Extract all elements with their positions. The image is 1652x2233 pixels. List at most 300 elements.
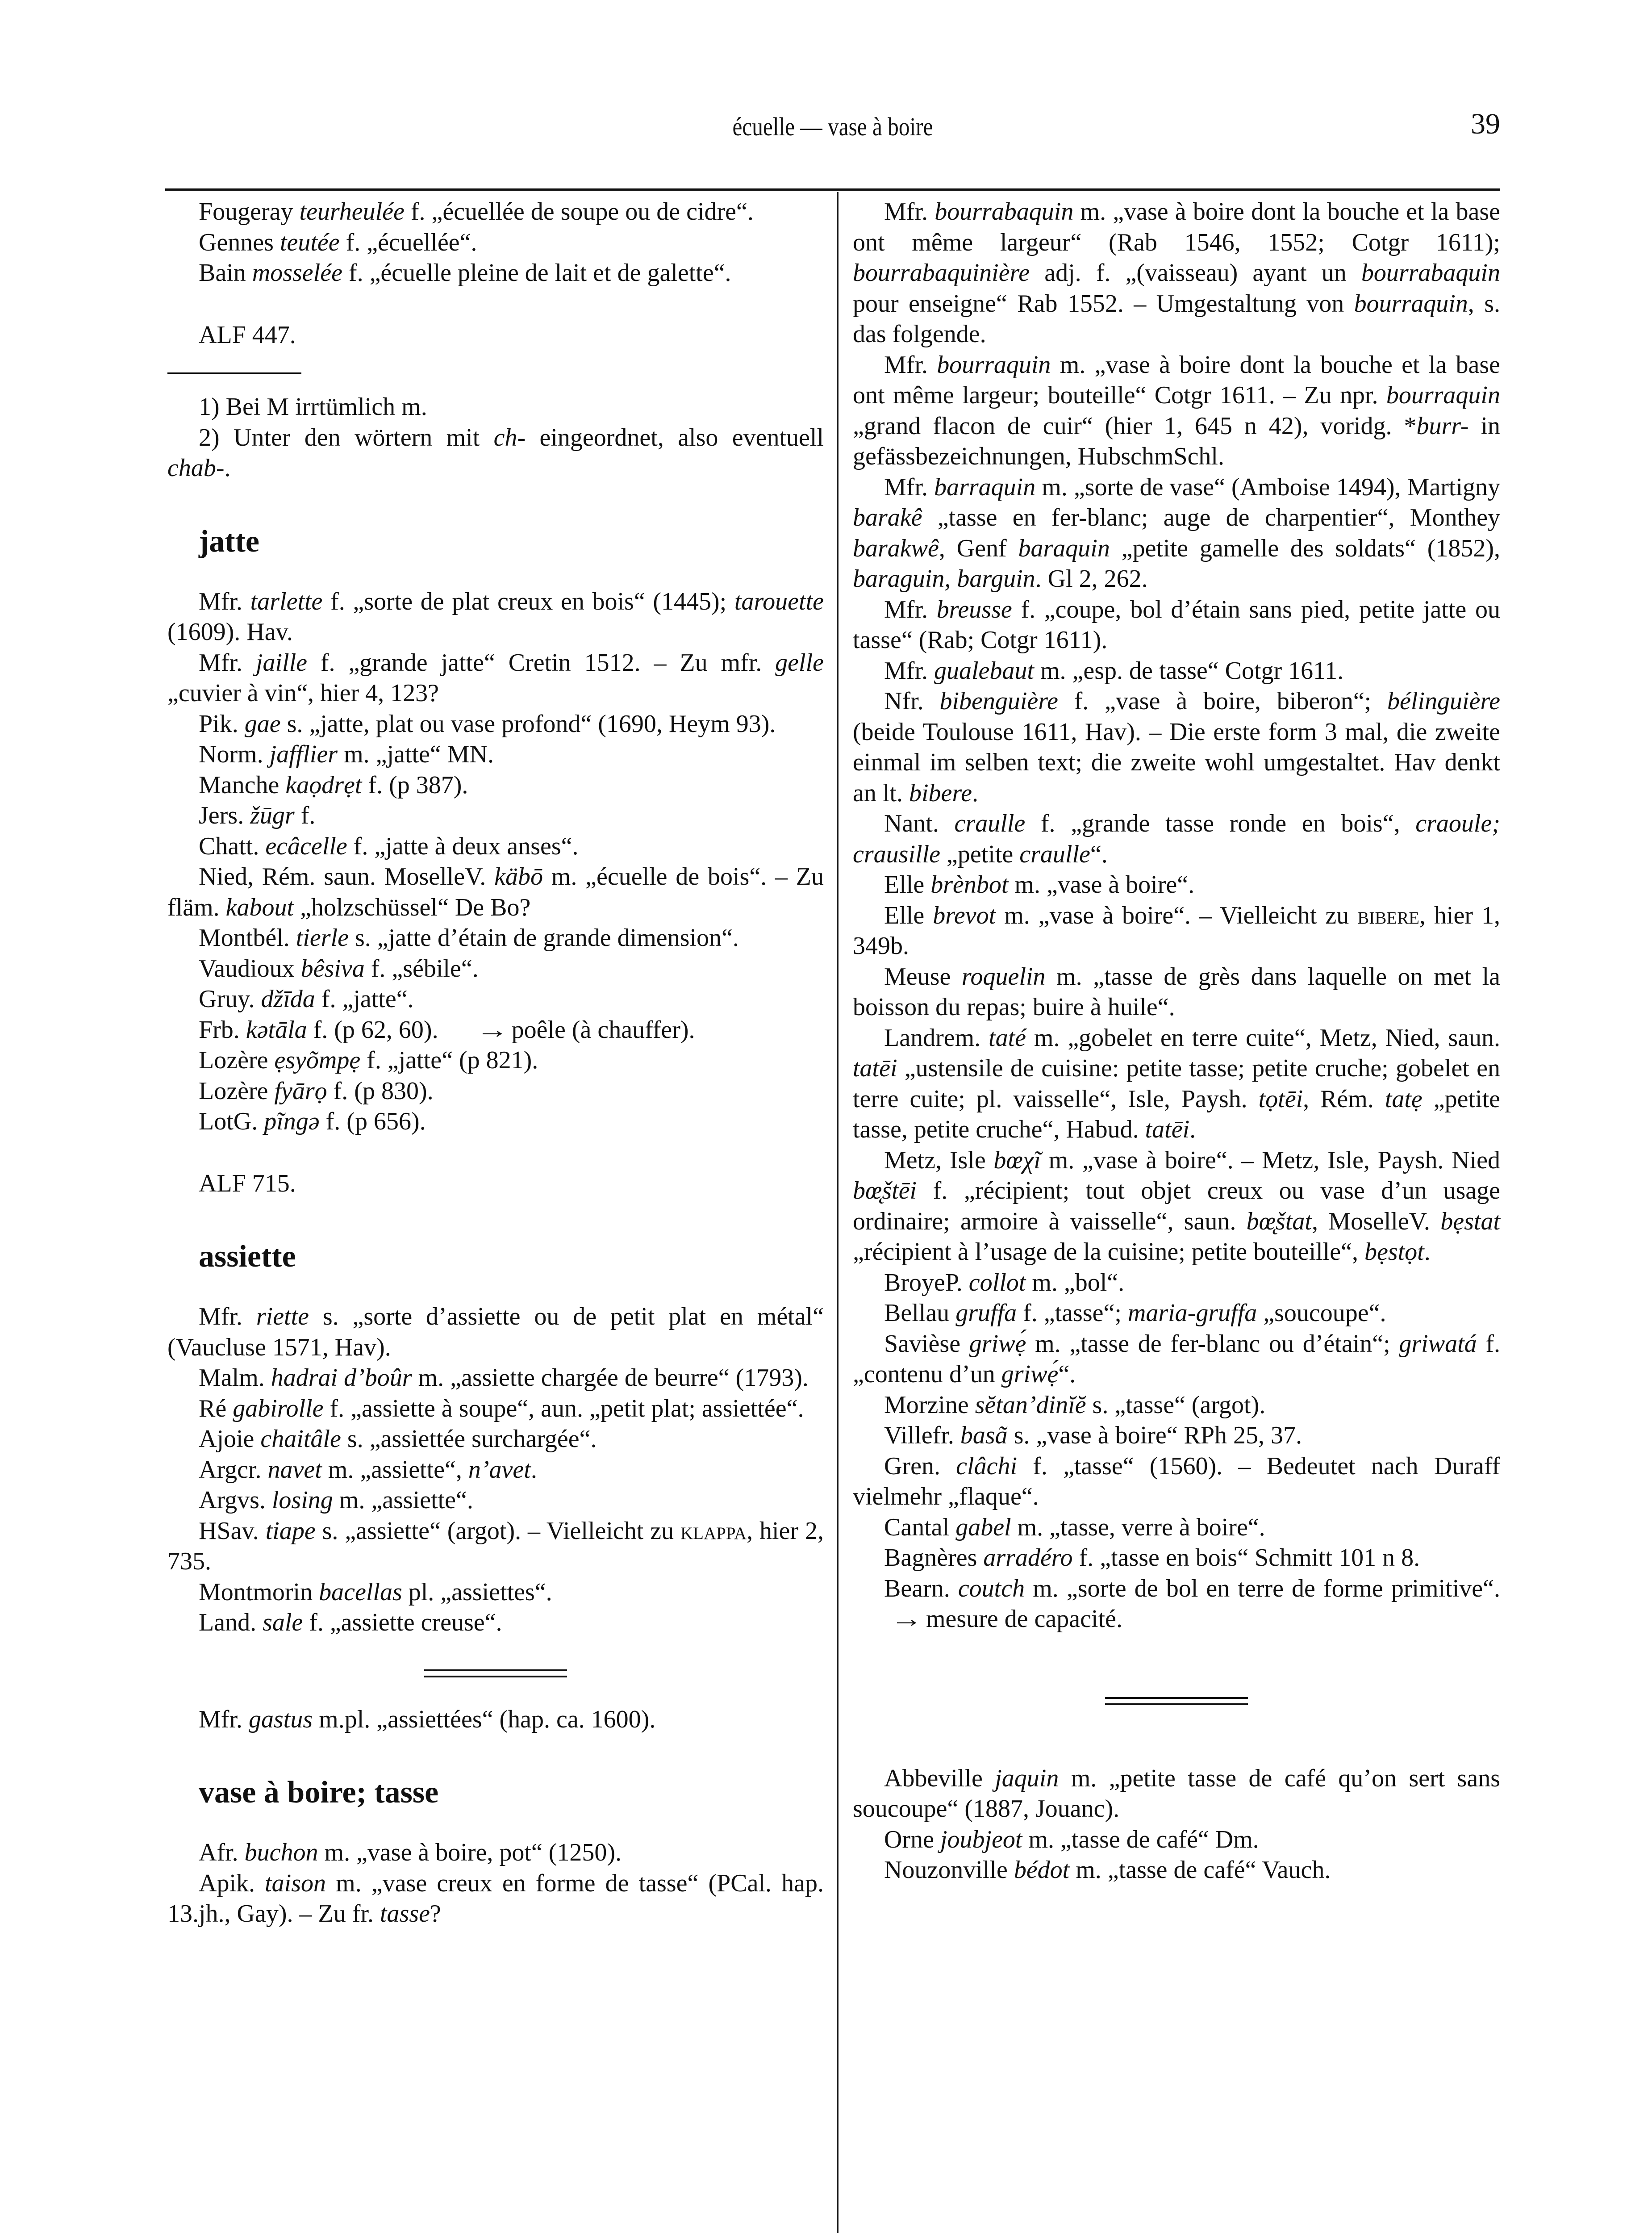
entry	[167, 800, 824, 831]
region-label: Metz, Isle	[884, 1146, 994, 1174]
intro-entries	[167, 197, 824, 289]
headword: teurheulée	[299, 198, 405, 226]
region-label: Bearn.	[884, 1574, 958, 1602]
definition-text: f. „récipient; tout objet creux ou vase d’un usage ordinaire; armoire à vaisselle“, saun.	[853, 1177, 1500, 1235]
region-label: Elle	[884, 901, 933, 929]
footnote-number: 2)	[199, 423, 220, 452]
headword: bibere	[909, 779, 972, 807]
headword: arradéro	[983, 1544, 1073, 1572]
entry	[167, 1868, 824, 1929]
footnote-text: Bei M irrtümlich m.	[225, 393, 427, 421]
headword: craoule; crausille	[853, 810, 1500, 868]
definition-text: f.	[294, 802, 316, 829]
definition-text: „petite tasse, petite cruche“, Habud.	[853, 1085, 1500, 1143]
region-label: Frb.	[199, 1016, 246, 1044]
definition-text: , hier 1, 349b.	[853, 901, 1501, 960]
entry	[167, 861, 824, 923]
region-label: Manche	[199, 771, 286, 799]
definition-text: m. „vase à boire dont la bouche et la base ont même largeur“ (Rab 1546, 1552; Cotgr 1611);	[853, 198, 1500, 256]
etymon-reference: bibere	[1357, 901, 1419, 929]
definition-text: s. „assiettée surchargée“.	[341, 1425, 597, 1453]
footnote	[167, 392, 824, 422]
headword: jaquin	[995, 1764, 1059, 1792]
entry	[853, 1573, 1500, 1635]
region-label: Malm.	[199, 1364, 271, 1392]
definition-text: , s. das folgende.	[853, 289, 1500, 348]
headword: tarlette	[250, 587, 323, 615]
headword: tarouette	[734, 587, 824, 615]
headword: bêsiva	[300, 954, 365, 983]
headword: taison	[265, 1869, 326, 1897]
definition-text: m. „tasse de café“ Dm.	[1022, 1825, 1259, 1853]
entry-list	[853, 1763, 1500, 1886]
footnote-number: 1)	[199, 393, 220, 421]
alf-reference: ALF 715.	[199, 1169, 296, 1197]
entry	[167, 770, 824, 801]
definition-text: f. (p 830).	[327, 1077, 434, 1105]
definition-text: .	[972, 779, 978, 807]
region-label: Pik.	[199, 710, 245, 738]
entry	[167, 1015, 824, 1045]
definition-text: “.	[1058, 1360, 1076, 1388]
definition-text: (1609). Hav.	[167, 618, 293, 646]
etymon-reference: klappa	[680, 1517, 747, 1545]
headword: sĕtan’dinĭĕ	[975, 1391, 1086, 1419]
region-label: Argcr.	[199, 1455, 268, 1484]
entry	[167, 1577, 824, 1608]
region-label: Gruy.	[199, 985, 261, 1013]
definition-text: (beide Toulouse 1611, Hav). – Die erste form 3 mal, die zweite einmal im selben text; die zweite wohl umgestaltet. Hav denkt an lt.	[853, 718, 1500, 807]
headword: brevot	[933, 901, 996, 929]
double-rule-divider	[424, 1669, 567, 1677]
headword: losing	[271, 1486, 333, 1514]
definition-text: poêle (à chauffer).	[505, 1016, 695, 1044]
region-label: Lozère	[199, 1077, 275, 1105]
entry	[853, 1023, 1500, 1145]
headword: mosselée	[252, 259, 342, 287]
entry	[853, 1298, 1500, 1329]
headword: gabirolle	[233, 1394, 324, 1422]
entry	[167, 586, 824, 648]
headword: gruffa	[955, 1299, 1017, 1327]
region-label: Landrem.	[884, 1024, 989, 1052]
definition-text: f. „écuellée“.	[339, 228, 477, 256]
entry	[853, 1145, 1500, 1267]
headword: bourraquin	[937, 351, 1051, 379]
definition-text: s. „jatte d’étain de grande dimension“.	[348, 924, 739, 952]
headword: collot	[968, 1268, 1026, 1296]
definition-text: m. „assiette chargée de beurre“ (1793).	[412, 1364, 809, 1392]
definition-text: ?	[430, 1900, 441, 1928]
definition-text: „petite	[940, 840, 1020, 868]
headword: griwẹ́	[1001, 1360, 1059, 1388]
headword: kətāla	[246, 1016, 307, 1044]
entry	[853, 808, 1500, 870]
definition-text: m. „vase à boire“. – Metz, Isle, Paysh. Nied	[1040, 1146, 1500, 1174]
definition-text: m. „vase à boire“.	[1008, 871, 1195, 899]
headword: burr-	[1416, 412, 1469, 440]
region-label: Land.	[199, 1609, 263, 1636]
headword: coutch	[958, 1574, 1025, 1602]
entry-list	[853, 197, 1500, 1635]
region-label: Mfr.	[199, 648, 256, 677]
entry-list	[167, 1704, 824, 1735]
definition-text: f. „tasse“;	[1017, 1299, 1128, 1327]
entry	[853, 197, 1500, 350]
headword: barakê	[853, 504, 922, 531]
double-rule-divider	[1105, 1697, 1248, 1705]
footnote-text: Unter den wörtern mit	[234, 423, 494, 452]
region-label: LotG.	[199, 1108, 264, 1135]
headword: bibenguière	[939, 687, 1058, 715]
region-label: Villefr.	[884, 1422, 960, 1449]
definition-text: m. „bol“.	[1026, 1268, 1125, 1296]
headword: griwatá	[1399, 1330, 1477, 1358]
entry	[853, 1763, 1500, 1824]
region-label: Meuse	[884, 962, 962, 991]
entry	[167, 1837, 824, 1868]
region-label: Gren.	[884, 1452, 956, 1480]
entry	[167, 984, 824, 1015]
definition-text: in gefässbezeichnungen, HubschmSchl.	[853, 412, 1501, 470]
definition-text: f. „écuellée de soupe ou de cidre“.	[404, 198, 754, 226]
entry-list	[167, 1837, 824, 1929]
headword: gualebaut	[934, 657, 1034, 685]
definition-text: pour enseigne“ Rab 1552. – Umgestaltung von	[853, 289, 1354, 318]
definition-text: m. „vase à boire“. – Vielleicht zu	[996, 901, 1358, 929]
entry	[853, 594, 1500, 656]
region-label: HSav.	[199, 1517, 266, 1545]
definition-text: m. „esp. de tasse“ Cotgr 1611.	[1034, 657, 1344, 685]
region-label: Mfr.	[884, 595, 937, 623]
region-label: Ré	[199, 1394, 233, 1422]
definition-text: f. „contenu d’un	[853, 1330, 1501, 1388]
headword: bœ̨štat	[1246, 1207, 1312, 1235]
region-label: Orne	[884, 1825, 940, 1853]
section-heading: assiette	[199, 1239, 296, 1274]
entry	[167, 923, 824, 953]
region-label: Elle	[884, 871, 931, 899]
headword: pĩngə	[264, 1108, 320, 1135]
section-jatte	[167, 524, 824, 1199]
region-label: Gennes	[199, 228, 280, 256]
headword: baraguin, barguin	[853, 565, 1035, 593]
definition-text: “.	[1090, 840, 1108, 868]
definition-text: f. „écuelle pleine de lait et de galette“.	[342, 259, 731, 287]
entry	[167, 227, 824, 258]
definition-text: m. „sorte de bol en terre de forme primitive“.	[1025, 1574, 1500, 1602]
definition-text: f. „tasse“ (1560). – Bedeutet nach Duraff vielmehr „flaque“.	[853, 1452, 1500, 1510]
headword: žūgr	[250, 802, 295, 829]
entry	[167, 1516, 824, 1577]
headword: joubjeot	[940, 1825, 1022, 1853]
region-label: Savièse	[884, 1330, 969, 1358]
definition-text: f. „sorte de plat creux en bois“ (1445);	[322, 587, 734, 615]
definition-text: f. „tasse en bois“ Schmitt 101 n 8.	[1072, 1544, 1420, 1572]
headword: hadrai d’boûr	[271, 1364, 412, 1392]
headword: gastus	[249, 1705, 313, 1733]
definition-text: m. „tasse, verre à boire“.	[1011, 1513, 1265, 1541]
headword: riette	[256, 1303, 309, 1330]
footnote-text: .	[224, 454, 231, 482]
headword: sale	[263, 1609, 303, 1636]
headword: tatēi	[853, 1054, 897, 1082]
definition-text: „ustensile de cuisine: petite tasse; petite cruche; gobelet en terre cuite; pl. vaisselle“, Isle, Paysh.	[853, 1054, 1500, 1113]
definition-text: m. „tasse de grès dans laquelle on met la boisson du repas; buire à huile“.	[853, 962, 1500, 1021]
headword: tatẹ	[1385, 1085, 1423, 1113]
headword: ecâcelle	[265, 832, 347, 860]
definition-text: s. „jatte, plat ou vase profond“ (1690, Heym 93).	[280, 710, 776, 738]
entry	[167, 197, 824, 227]
definition-text: „petite gamelle des soldats“ (1852),	[1110, 534, 1500, 562]
headword: navet	[267, 1455, 322, 1484]
entry	[167, 1301, 824, 1363]
headword: bélinguière	[1387, 687, 1500, 715]
entry	[167, 953, 824, 984]
headword: craulle	[1019, 840, 1090, 868]
region-label: Mfr.	[199, 1705, 249, 1733]
region-label: Bellau	[884, 1299, 956, 1327]
definition-text: s. „tasse“ (argot).	[1086, 1391, 1266, 1419]
arrow-right-icon: →	[890, 1605, 923, 1633]
headword: bourrabaquinière	[853, 259, 1030, 287]
headword: chab-	[167, 454, 225, 482]
headword: fyārọ	[274, 1077, 327, 1105]
definition-text: m. „sorte de vase“ (Amboise 1494), Martigny	[1035, 473, 1501, 501]
region-label: Ajoie	[199, 1425, 261, 1453]
entry	[853, 1512, 1500, 1543]
headword: bẹstọt	[1364, 1238, 1424, 1266]
entry	[853, 1855, 1500, 1886]
entry	[167, 1704, 824, 1735]
region-label: Mfr.	[884, 351, 937, 379]
definition-text: f. „grande tasse ronde en bois“,	[1025, 810, 1416, 837]
headword: craulle	[954, 810, 1026, 837]
region-label: Mfr.	[884, 473, 934, 501]
entry	[853, 350, 1500, 472]
headword: jaille	[255, 648, 307, 677]
region-label: Nant.	[884, 810, 955, 837]
region-label: Abbeville	[884, 1764, 995, 1792]
headword: ẹsyõmpẹ	[274, 1046, 361, 1074]
section-assiette	[167, 1239, 824, 1735]
entry	[167, 1393, 824, 1424]
entry	[853, 870, 1500, 900]
definition-text: m. „assiette“,	[321, 1455, 468, 1484]
entry-list	[167, 1301, 824, 1638]
footnote	[167, 422, 824, 484]
headword: brènbot	[930, 871, 1009, 899]
definition-text: .	[1189, 1116, 1196, 1143]
region-label: Chatt.	[199, 832, 266, 860]
section-heading: jatte	[199, 524, 260, 559]
entry	[853, 1329, 1500, 1390]
definition-text: „récipient à l’usage de la cuisine; petite bouteille“,	[853, 1238, 1364, 1266]
headword: tatēi	[1145, 1116, 1190, 1143]
region-label: Mfr.	[884, 198, 935, 226]
headword: kabout	[225, 893, 294, 921]
headword: basã	[960, 1422, 1008, 1449]
column-divider	[837, 192, 839, 2233]
entry	[167, 258, 824, 289]
definition-text: f. „jatte à deux anses“.	[347, 832, 579, 860]
definition-text: m. „petite tasse de café qu’on sert sans soucoupe“ (1887, Jouanc).	[853, 1764, 1500, 1823]
entry	[853, 1451, 1500, 1512]
headword: roquelin	[961, 962, 1046, 991]
definition-text: m. „vase à boire, pot“ (1250).	[318, 1839, 622, 1866]
region-label: Argvs.	[199, 1486, 272, 1514]
headword: maria-gruffa	[1127, 1299, 1257, 1327]
definition-text: m. „vase à boire dont la bouche et la base ont même largeur; bouteille“ Cotgr 1611. – Zu npr.	[853, 351, 1501, 409]
headword: bourraquin	[1386, 381, 1500, 409]
entry	[167, 1485, 824, 1516]
headword: griwẹ́	[969, 1330, 1026, 1358]
headword: buchon	[244, 1839, 318, 1866]
entry	[167, 1455, 824, 1485]
headword: chaitâle	[260, 1425, 341, 1453]
headword: tierle	[296, 924, 349, 952]
entry	[853, 1543, 1500, 1573]
footnote-rule	[167, 372, 301, 374]
definition-text: f. „grande jatte“ Cretin 1512. – Zu mfr.	[307, 648, 776, 677]
definition-text: . Gl 2, 262.	[1035, 565, 1148, 593]
region-label: BroyeP.	[884, 1268, 969, 1296]
definition-text: f. (p 62, 60).	[307, 1016, 438, 1044]
definition-text: „grand flacon de cuir“ (hier 1, 645 n 42), voridg. *	[853, 412, 1417, 440]
definition-text: , Rém.	[1303, 1085, 1385, 1113]
definition-text: pl. „assiettes“.	[402, 1578, 552, 1606]
headword: n’avet	[468, 1455, 531, 1484]
region-label: Mfr.	[884, 657, 934, 685]
running-title: écuelle — vase à boire	[732, 112, 933, 141]
region-label: Cantal	[884, 1513, 956, 1541]
entry	[167, 739, 824, 770]
headword: taté	[989, 1024, 1026, 1052]
headword: barakwê	[853, 534, 939, 562]
alf-reference: ALF 447.	[199, 321, 296, 349]
arrow-right-icon: →	[476, 1016, 509, 1044]
definition-text: s. „sorte d’assiette ou de petit plat en métal“ (Vaucluse 1571, Hav).	[167, 1303, 824, 1361]
headword: käbō	[494, 863, 543, 891]
region-label: Fougeray	[199, 198, 300, 226]
region-label: Mfr.	[199, 587, 250, 615]
entry	[167, 1076, 824, 1107]
region-label: Jers.	[199, 802, 250, 829]
headword: bourrabaquin	[934, 198, 1074, 226]
definition-text: m. „jatte“ MN.	[338, 740, 494, 768]
header-rule	[165, 188, 1500, 191]
definition-text: f. (p 656).	[319, 1108, 426, 1135]
headword: bœ̨štēi	[853, 1177, 917, 1204]
headword: clâchi	[956, 1452, 1017, 1480]
definition-text: adj. f. „(vaisseau) ayant un	[1030, 259, 1361, 287]
definition-text: „holzschüssel“ De Bo?	[294, 893, 531, 921]
region-label: Montmorin	[199, 1578, 319, 1606]
page-number: 39	[1471, 108, 1500, 140]
headword: baraquin	[1018, 534, 1110, 562]
definition-text: m. „tasse de café“ Vauch.	[1069, 1856, 1331, 1884]
headword: bœχĩ	[993, 1146, 1041, 1174]
spacer	[853, 1732, 1500, 1763]
entry	[853, 472, 1500, 594]
entry	[853, 1420, 1500, 1451]
definition-text: f. „coupe, bol d’étain sans pied, petite jatte ou tasse“ (Rab; Cotgr 1611).	[853, 595, 1500, 654]
entry	[167, 1424, 824, 1455]
definition-text: , MoselleV.	[1311, 1207, 1441, 1235]
definition-text: „soucoupe“.	[1257, 1299, 1386, 1327]
definition-text: f. „assiette à soupe“, aun. „petit plat; assiettée“.	[323, 1394, 804, 1422]
definition-text: m. „écuelle de bois“. – Zu fläm.	[167, 863, 824, 921]
entry	[853, 1267, 1500, 1298]
definition-text: .	[1424, 1238, 1431, 1266]
region-label: Nied, Rém. saun. MoselleV.	[199, 863, 495, 891]
headword: barraquin	[934, 473, 1036, 501]
definition-text: s. „vase à boire“ RPh 25, 37.	[1007, 1422, 1302, 1449]
section-vase-a-boire	[167, 1775, 824, 1929]
definition-text: m. „gobelet en terre cuite“, Metz, Nied, saun.	[1026, 1024, 1500, 1052]
definition-text: f. „jatte“.	[315, 985, 414, 1013]
headword: ch-	[493, 423, 526, 452]
spacer	[853, 1635, 1500, 1666]
entry	[853, 900, 1500, 962]
headword: teutée	[280, 228, 340, 256]
entry	[853, 1824, 1500, 1855]
entry	[167, 1106, 824, 1137]
definition-text: m. „assiette“.	[333, 1486, 473, 1514]
headword: bẹstat	[1440, 1207, 1501, 1235]
headword: bacellas	[319, 1578, 402, 1606]
entry	[167, 648, 824, 709]
region-label: Vaudioux	[199, 954, 301, 983]
definition-text: f. „sébile“.	[364, 954, 479, 983]
region-label: Norm.	[199, 740, 270, 768]
definition-text: s. „assiette“ (argot). – Vielleicht zu	[315, 1517, 680, 1545]
entry	[167, 709, 824, 740]
region-label: Morzine	[884, 1391, 975, 1419]
definition-text: f. (p 387).	[362, 771, 468, 799]
region-label: Lozère	[199, 1046, 275, 1074]
definition-text: m. „vase creux en forme de tasse“ (PCal. hap. 13.jh., Gay). – Zu fr.	[167, 1869, 824, 1928]
headword: bourrabaquin	[1361, 259, 1500, 287]
headword: jafflier	[269, 740, 338, 768]
entry	[167, 831, 824, 862]
region-label: Montbél.	[199, 924, 296, 952]
headword: kaọdrẹt	[285, 771, 362, 799]
headword: breusse	[936, 595, 1012, 623]
definition-text: „tasse en fer-blanc; auge de charpentier“, Monthey	[922, 504, 1500, 531]
definition-text: , Genf	[939, 534, 1018, 562]
definition-text: mesure de capacité.	[920, 1605, 1122, 1633]
definition-text: , hier 2, 735.	[167, 1517, 824, 1575]
section-heading: vase à boire; tasse	[199, 1775, 439, 1810]
definition-text: m.pl. „assiettées“ (hap. ca. 1600).	[313, 1705, 656, 1733]
headword: gae	[244, 710, 281, 738]
entry	[167, 1045, 824, 1076]
headword: gabel	[955, 1513, 1011, 1541]
page-header	[165, 103, 1500, 156]
region-label: Bagnères	[884, 1544, 984, 1572]
headword: tasse	[380, 1900, 430, 1928]
region-label: Nfr.	[884, 687, 940, 715]
region-label: Mfr.	[199, 1303, 256, 1330]
definition-text: f. „assiette creuse“.	[303, 1609, 502, 1636]
headword: džīda	[261, 985, 315, 1013]
headword: bédot	[1014, 1856, 1070, 1884]
left-column	[167, 197, 824, 1929]
headword: gelle	[775, 648, 824, 677]
entry	[853, 686, 1500, 808]
region-label: Afr.	[199, 1839, 245, 1866]
